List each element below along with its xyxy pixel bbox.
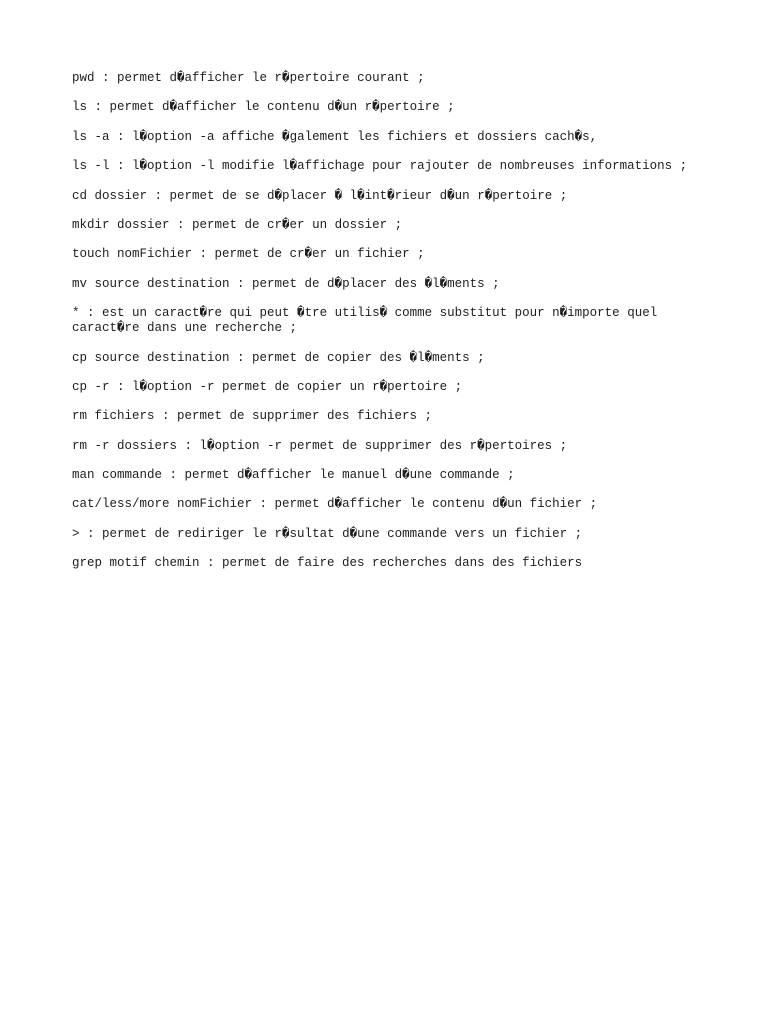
command-line-rm-r: rm -r dossiers : l�option -r permet de supprimer des r�pertoires ; [72,438,568,453]
command-line-touch: touch nomFichier : permet de cr�er un fichier ; [72,247,425,262]
command-line-mv: mv source destination : permet de d�placer des �l�ments ; [72,276,500,291]
command-line-grep: grep motif chemin : permet de faire des recherches dans des fichiers [72,556,583,571]
command-line-man: man commande : permet d�afficher le manuel d�une commande ; [72,468,515,483]
command-line-cp-r: cp -r : l�option -r permet de copier un r�pertoire ; [72,379,463,394]
command-line-pwd: pwd : permet d�afficher le r�pertoire courant ; [72,71,425,85]
command-list [72,71,692,586]
command-line-rm: rm fichiers : permet de supprimer des fichiers ; [72,409,433,424]
command-line-ls: ls : permet d�afficher le contenu d�un r�pertoire ; [72,100,455,115]
command-line-redirect: > : permet de rediriger le r�sultat d�une commande vers un fichier ; [72,526,583,541]
command-line-cd: cd dossier : permet de se d�placer � l�int�rieur d�un r�pertoire ; [72,188,568,203]
command-line-ls-a: ls -a : l�option -a affiche �galement les fichiers et dossiers cach�s, [72,129,598,144]
command-line-wildcard: * : est un caract�re qui peut �tre utilis� comme substitut pour n�importe quel caract�re dans une recherche ; [72,306,658,336]
command-line-cp: cp source destination : permet de copier des �l�ments ; [72,350,485,365]
command-line-cat: cat/less/more nomFichier : permet d�afficher le contenu d�un fichier ; [72,497,598,512]
command-line-ls-l: ls -l : l�option -l modifie l�affichage pour rajouter de nombreuses informations ; [72,159,688,174]
command-line-mkdir: mkdir dossier : permet de cr�er un dossier ; [72,217,403,232]
